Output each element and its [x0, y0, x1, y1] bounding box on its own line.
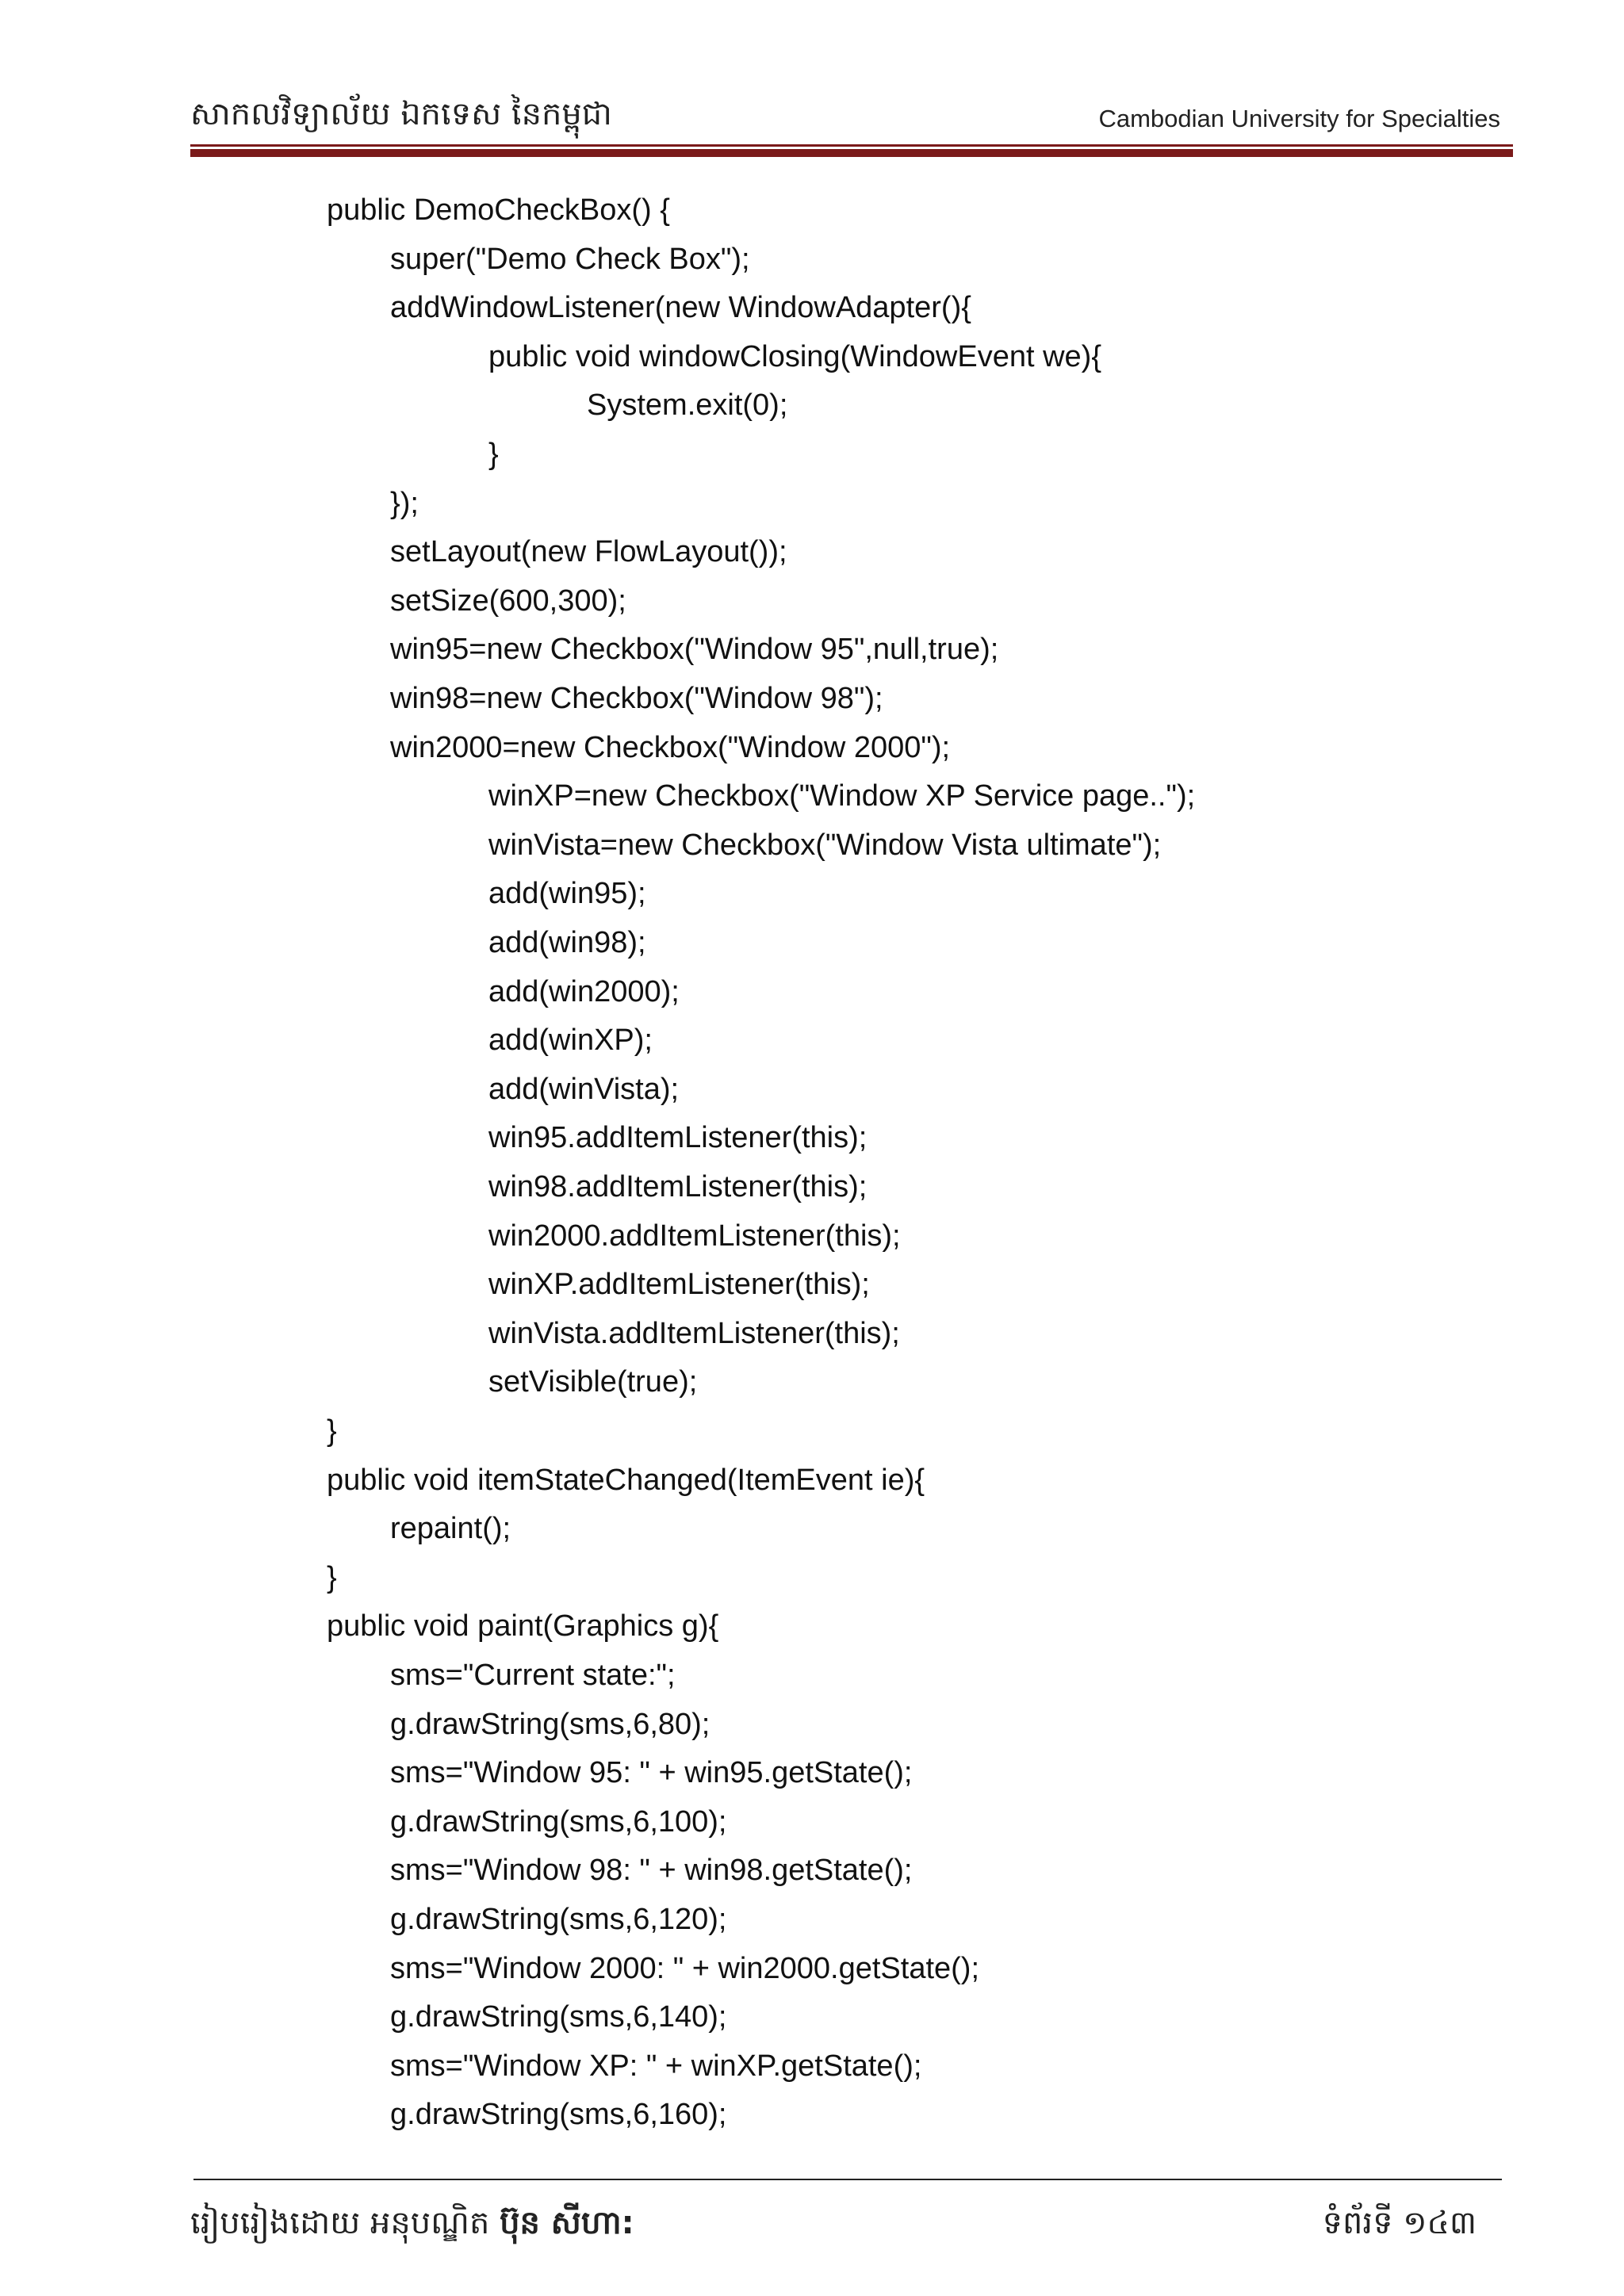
- code-line: winXP=new Checkbox("Window XP Service page..");: [488, 779, 1196, 813]
- author-name: ប៊ុន សីហា:: [500, 2205, 634, 2241]
- code-line: add(winXP);: [488, 1024, 653, 1058]
- code-line: g.drawString(sms,6,140);: [390, 2000, 727, 2034]
- code-line: setSize(600,300);: [390, 584, 626, 618]
- code-line: add(win95);: [488, 877, 646, 911]
- footer-divider: [193, 2179, 1502, 2180]
- code-line: System.exit(0);: [587, 388, 788, 423]
- code-line: g.drawString(sms,6,100);: [390, 1804, 727, 1839]
- footer-credit: [190, 2202, 634, 2249]
- code-line: win2000=new Checkbox("Window 2000");: [390, 730, 951, 764]
- code-line: public void paint(Graphics g){: [327, 1609, 719, 1644]
- code-line: public DemoCheckBox() {: [327, 193, 670, 227]
- university-khmer-title: សាកលវិទ្យាល័យ ឯកទេស នៃកម្ពុជា: [190, 96, 612, 132]
- code-line: add(winVista);: [488, 1072, 680, 1106]
- code-line: add(win98);: [488, 926, 646, 959]
- header-divider-thick: [190, 149, 1513, 157]
- code-line: }: [327, 1414, 337, 1448]
- prepared-by-label: រៀបរៀងដោយ អនុបណ្ឌិត: [190, 2205, 490, 2241]
- code-line: public void itemStateChanged(ItemEvent ie){: [327, 1463, 925, 1497]
- code-line: addWindowListener(new WindowAdapter(){: [390, 291, 971, 325]
- code-line: win2000.addItemListener(this);: [488, 1219, 901, 1253]
- code-line: }: [488, 438, 499, 471]
- university-english-title: Cambodian University for Specialties: [1098, 105, 1500, 132]
- code-line: winVista=new Checkbox("Window Vista ultimate");: [488, 828, 1162, 862]
- code-line: win98.addItemListener(this);: [488, 1170, 868, 1203]
- code-line: public void windowClosing(WindowEvent we){: [488, 339, 1102, 373]
- code-line: super("Demo Check Box");: [390, 242, 750, 276]
- code-line: repaint();: [390, 1512, 511, 1546]
- code-line: g.drawString(sms,6,120);: [390, 1903, 727, 1936]
- code-line: sms="Window XP: " + winXP.getState();: [390, 2049, 922, 2083]
- code-line: win95=new Checkbox("Window 95",null,true);: [390, 633, 999, 667]
- code-line: sms="Window 2000: " + win2000.getState();: [390, 1951, 980, 1985]
- code-line: sms="Current state:";: [390, 1659, 676, 1692]
- code-line: add(win2000);: [488, 974, 680, 1008]
- code-line: winXP.addItemListener(this);: [488, 1268, 870, 1302]
- code-line: sms="Window 95: " + win95.getState();: [390, 1756, 913, 1790]
- code-line: sms="Window 98: " + win98.getState();: [390, 1854, 913, 1888]
- code-line: win98=new Checkbox("Window 98");: [390, 682, 883, 715]
- code-line: setVisible(true);: [488, 1365, 698, 1399]
- code-line: }: [327, 1560, 337, 1594]
- code-line: });: [390, 486, 419, 520]
- code-line: winVista.addItemListener(this);: [488, 1316, 900, 1350]
- page-number: ទំព័រទី ១៤៣: [1322, 2205, 1477, 2241]
- code-line: setLayout(new FlowLayout());: [390, 535, 787, 569]
- code-line: g.drawString(sms,6,160);: [390, 2098, 727, 2132]
- header-divider-thin: [190, 144, 1513, 147]
- code-line: g.drawString(sms,6,80);: [390, 1707, 710, 1741]
- code-line: win95.addItemListener(this);: [488, 1121, 868, 1155]
